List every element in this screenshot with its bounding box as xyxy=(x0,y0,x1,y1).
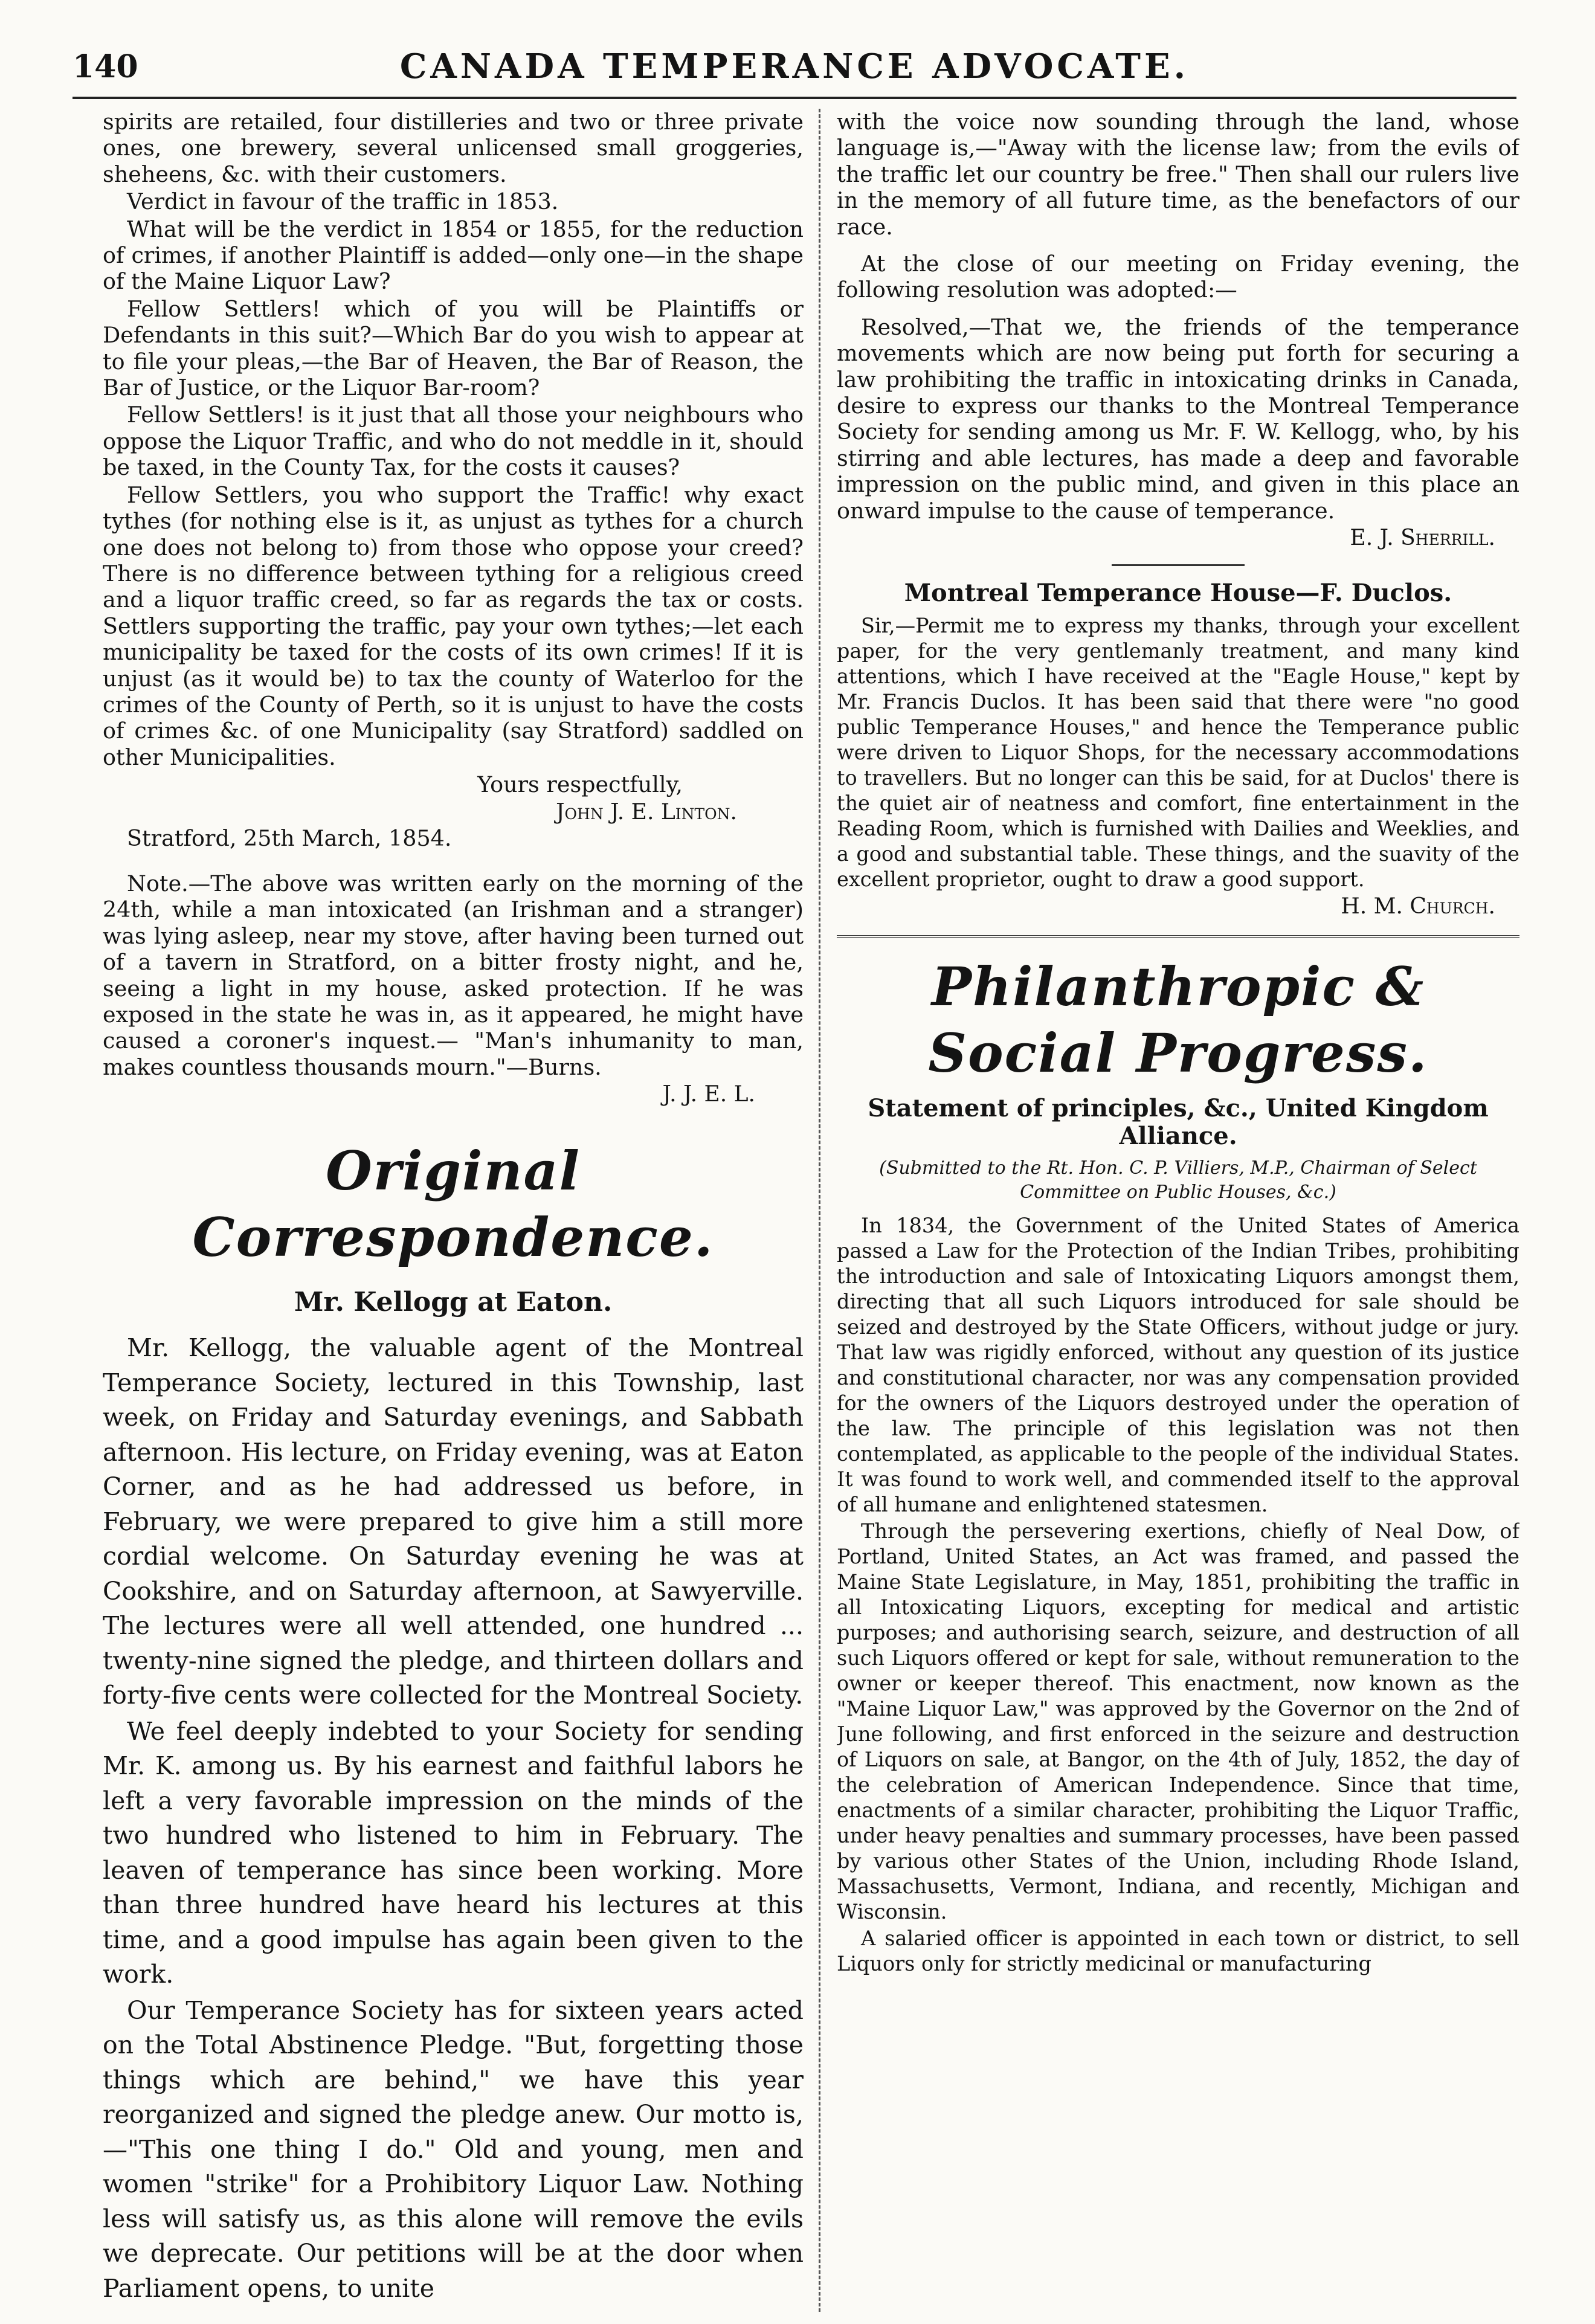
resolution-signature: E. J. Sherrill. xyxy=(1350,526,1495,551)
short-rule xyxy=(1112,564,1245,566)
statement-caption: (Submitted to the Rt. Hon. C. P. Villiers, M.P., Chairman of Select Committee on Public Houses, &c.) xyxy=(879,1157,1477,1203)
statement-paragraph: A salaried officer is appointed in each town or district, to sell Liquors only for strictly medicinal or manufacturing xyxy=(837,1926,1519,1976)
article-paragraph: Our Temperance Society has for sixteen years acted on the Total Abstinence Pledge. "But, forgetting those things which are behind," we have this year reorganized and signed the pledge anew. Our motto is,—"This one thing I do." Old and young, men and women "strike" for a Prohibitory Liquor Law. Nothing less will satisfy us, as this alone will remove the evils we deprecate. Our petitions will be at the door when Parliament opens, to unite xyxy=(103,1995,804,2303)
section-heading: Original Correspondence. xyxy=(192,1139,714,1269)
resolution-paragraph: Resolved,—That we, the friends of the temperance movements which are now being put forth for securing a law prohibiting the traffic in intoxicating drinks in Canada, desire to express our thanks to the Montreal Temperance Society for sending among us Mr. F. W. Kellogg, who, by his stirring and able lectures, has made a deep and favorable impression on the public mind, and given in this place an onward impulse to the cause of temperance. xyxy=(837,314,1519,524)
letter-paragraph: spirits are retailed, four distilleries and two or three private ones, one brewery, several unlicensed small groggeries, sheheens, &c. with their customers. xyxy=(103,109,804,187)
letter-paragraph: Sir,—Permit me to express my thanks, through your excellent paper, for the very gentlemanly treatment, and many kind attentions, which I have received at the "Eagle House," kept by Mr. Francis Duclos. It has been said that there were "no good public Temperance Houses," and hence the Temperance public were driven to Liquor Shops, for the necessary accommodations to travellers. But no longer can this be said, for at Duclos' there is the quiet air of neatness and comfort, fine entertainment in the Reading Room, which is furnished with Dailies and Weeklies, and a good and substantial table. These things, and the suavity of the excellent proprietor, ought to draw a good support. xyxy=(837,614,1519,892)
column-divider xyxy=(819,109,820,2312)
statement-title: Statement of principles, &c., United Kingdom Alliance. xyxy=(868,1094,1489,1151)
article-paragraph: Mr. Kellogg, the valuable agent of the Montreal Temperance Society, lectured in this Township, last week, on Friday and Saturday evenings, and Sabbath afternoon. His lecture, on Friday evening, was at Eaton Corner, and as he had addressed us before, in February, we were prepared to give him a still more cordial welcome. On Saturday evening he was at Cookshire, and on Saturday afternoon, at Sawyerville. The lectures were all well attended, one hundred ... twenty-nine signed the pledge, and thirteen dollars and forty-five cents were collected for the Montreal Society. xyxy=(103,1333,804,1710)
article-paragraph: At the close of our meeting on Friday evening, the following resolution was adopted:— xyxy=(837,251,1519,303)
page-header xyxy=(72,36,1516,99)
letter-dateline: Stratford, 25th March, 1854. xyxy=(127,825,452,851)
right-column xyxy=(837,109,1519,2312)
letter-paragraph: Fellow Settlers! is it just that all those your neighbours who oppose the Liquor Traffic, and who do not meddle in it, should be taxed, in the County Tax, for the costs it causes? xyxy=(103,402,804,481)
note-initials: J. J. E. L. xyxy=(662,1082,755,1107)
statement-paragraph: Through the persevering exertions, chiefly of Neal Dow, of Portland, United States, an Act was framed, and passed the Maine State Legislature, in May, 1851, prohibiting the traffic in all Intoxicating Liquors, excepting for medical and artistic purposes; and authorising search, seizure, and destruction of all such Liquors offered or kept for sale, without remuneration to the owner or keeper thereof. This enactment, now known as the "Maine Liquor Law," was approved by the Governor on the 2nd of June following, and first enforced in the seizure and destruction of Liquors on sale, at Bangor, on the 4th of July, 1852, the day of the celebration of American Independence. Since that time, enactments of a similar character, prohibiting the Liquor Traffic, under heavy penalties and summary processes, have been passed by various other States of the Union, including Rhode Island, Massachusetts, Vermont, Indiana, and recently, Michigan and Wisconsin. xyxy=(837,1519,1519,1924)
publication-title: CANADA TEMPERANCE ADVOCATE. xyxy=(399,47,1190,86)
article-paragraph: with the voice now sounding through the land, whose language is,—"Away with the license law; from the evils of the traffic let our country be free." Then shall our rulers live in the memory of all future time, as the benefactors of our race. xyxy=(837,109,1519,240)
editor-note: Note.—The above was written early on the morning of the 24th, while a man intoxicated (an Irishman and a stranger) was lying asleep, near my stove, after having been turned out of a tavern in Stratford, on a bitter frosty night, and he, seeing a light in my house, asked protection. If he was exposed in the state he was in, as it appeared, he might have caused a coroner's inquest.— "Man's inhumanity to man, makes countless thousands mourn."—Burns. xyxy=(103,870,804,1080)
left-column xyxy=(103,109,804,2312)
letter-paragraph: What will be the verdict in 1854 or 1855, for the reduction of crimes, if another Plaintiff is added—only one—in the shape of the Maine Liquor Law? xyxy=(103,216,804,295)
letter-signature: John J. E. Linton. xyxy=(556,799,737,825)
letter-paragraph: Fellow Settlers! which of you will be Plaintiffs or Defendants in this suit?—Which Bar do you wish to appear at to file your pleas,—the Bar of Heaven, the Bar of Reason, the Bar of Justice, or the Liquor Bar-room? xyxy=(103,295,804,401)
letter-paragraph: Verdict in favour of the traffic in 1853. xyxy=(127,188,559,215)
letter-signature: H. M. Church. xyxy=(1341,894,1495,919)
page-number: 140 xyxy=(72,48,138,85)
article-title: Mr. Kellogg at Eaton. xyxy=(294,1287,613,1318)
letter-closing: Yours respectfully, xyxy=(477,771,683,798)
section-heading: Philanthropic & Social Progress. xyxy=(928,955,1428,1085)
letter-title: Montreal Temperance House—F. Duclos. xyxy=(904,579,1452,608)
letter-paragraph: Fellow Settlers, you who support the Traffic! why exact tythes (for nothing else is it, as unjust as tythes for a church one does not belong to) from those who oppose your creed? There is no difference between tything for a religious creed and a liquor traffic creed, so far as regards the tax or costs. Settlers supporting the traffic, pay your own tythes;—let each municipality be taxed for the costs of its own crimes! If it is unjust (as it would be) to tax the county of Waterloo for the crimes of the County of Perth, so it is unjust to have the costs of crimes &c. of one Municipality (say Stratford) saddled on other Municipalities. xyxy=(103,481,804,770)
article-paragraph: We feel deeply indebted to your Society for sending Mr. K. among us. By his earnest and faithful labors he left a very favorable impression on the minds of the two hundred who listened to him in February. The leaven of temperance has since been working. More than three hundred have heard his lectures at this time, and a good impulse has again been given to the work. xyxy=(103,1716,804,1989)
statement-paragraph: In 1834, the Government of the United States of America passed a Law for the Protection of the Indian Tribes, prohibiting the introduction and sale of Intoxicating Liquors amongst them, directing that all such Liquors introduced for sale should be seized and destroyed by the State Officers, without judge or jury. That law was rigidly enforced, without any question of its justice and constitutional character, nor was any compensation provided for the owners of the Liquors destroyed under the operation of the law. The principle of this legislation was not then contemplated, as applicable to the people of the individual States. It was found to work well, and commended itself to the approval of all humane and enlightened statesmen. xyxy=(837,1214,1519,1517)
section-rule xyxy=(837,935,1519,938)
